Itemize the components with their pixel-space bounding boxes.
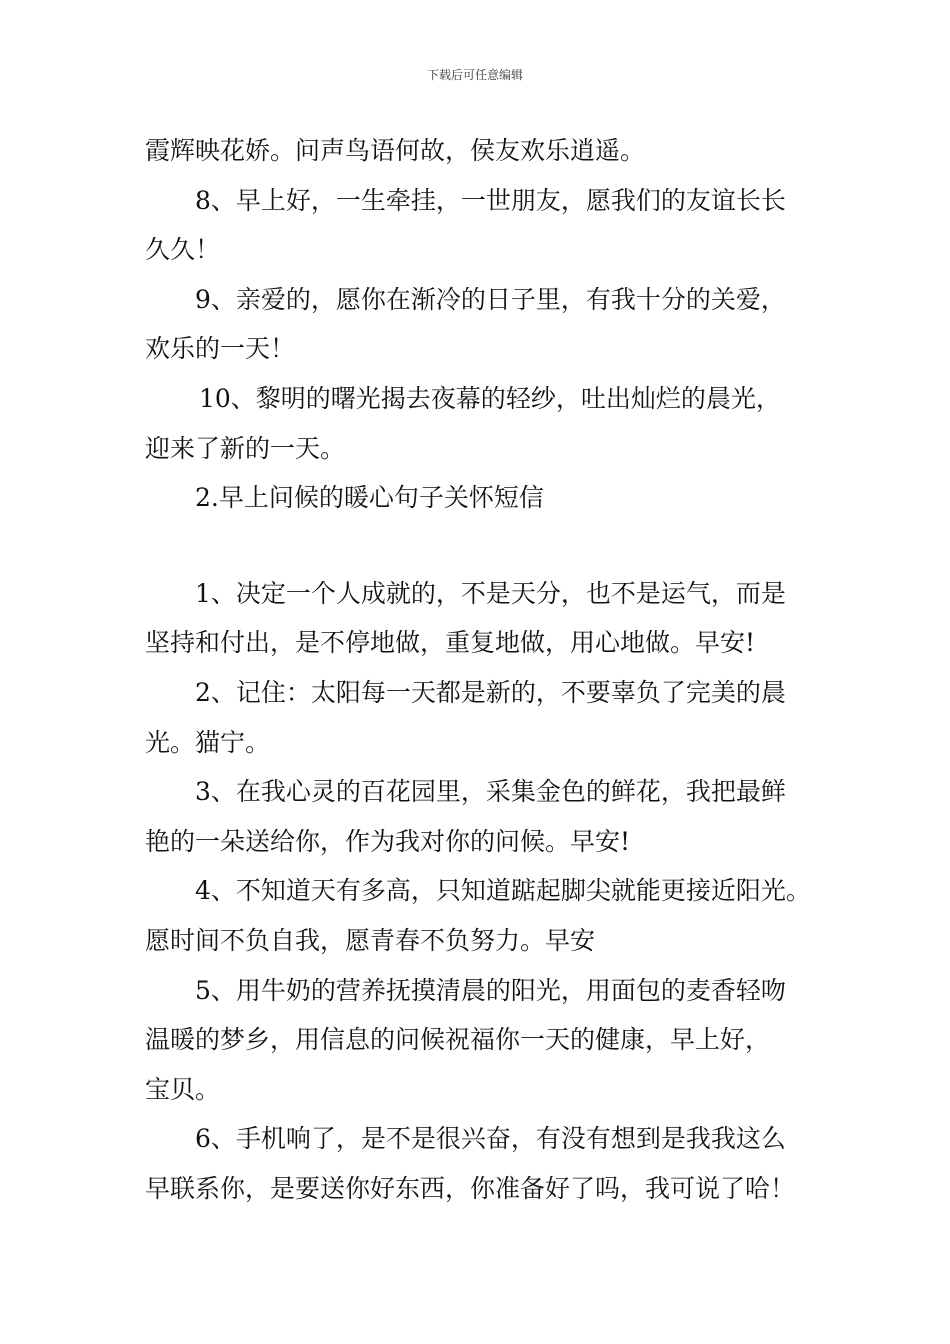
page-header: 下载后可任意编辑 — [426, 68, 523, 82]
section-heading: 2.早上问候的暖心句子关怀短信 — [195, 483, 544, 513]
text-line: 久久！ — [145, 235, 221, 265]
text-line: 宝贝。 — [145, 1074, 221, 1104]
text-line: 光。猫宁。 — [145, 727, 271, 757]
text-line: 8、早上好，一生牵挂，一世朋友，愿我们的友谊长长 — [195, 185, 786, 215]
text-line: 4、不知道天有多高，只知道踮起脚尖就能更接近阳光。 — [195, 876, 811, 906]
text-line: 2、记住：太阳每一天都是新的，不要辜负了完美的晨 — [195, 677, 786, 707]
text-line: 10、黎明的曙光揭去夜幕的轻纱，吐出灿烂的晨光， — [199, 383, 781, 413]
text-line: 6、手机响了，是不是很兴奋，有没有想到是我我这么 — [195, 1124, 786, 1154]
text-line: 3、在我心灵的百花园里，采集金色的鲜花，我把最鲜 — [195, 777, 786, 807]
blank-gap — [145, 523, 825, 569]
document-body — [145, 126, 825, 1213]
text-line: 坚持和付出，是不停地做，重复地做，用心地做。早安! — [145, 628, 756, 658]
text-line: 温暖的梦乡，用信息的问候祝福你一天的健康，早上好， — [145, 1025, 771, 1055]
text-line: 5、用牛奶的营养抚摸清晨的阳光，用面包的麦香轻吻 — [195, 975, 786, 1005]
text-line: 早联系你，是要送你好东西，你准备好了吗，我可说了哈！ — [145, 1173, 796, 1203]
text-line: 9、亲爱的，愿你在渐冷的日子里，有我十分的关爱， — [195, 284, 786, 314]
text-line: 愿时间不负自我，愿青春不负努力。早安 — [145, 925, 596, 955]
text-line: 欢乐的一天！ — [145, 334, 296, 364]
text-line: 艳的一朵送给你，作为我对你的问候。早安! — [145, 826, 631, 856]
text-line: 迎来了新的一天。 — [145, 433, 346, 463]
text-line: 霞辉映花娇。问声鸟语何故，侯友欢乐逍遥。 — [145, 136, 646, 165]
text-line: 1、决定一个人成就的，不是天分，也不是运气，而是 — [195, 578, 786, 608]
